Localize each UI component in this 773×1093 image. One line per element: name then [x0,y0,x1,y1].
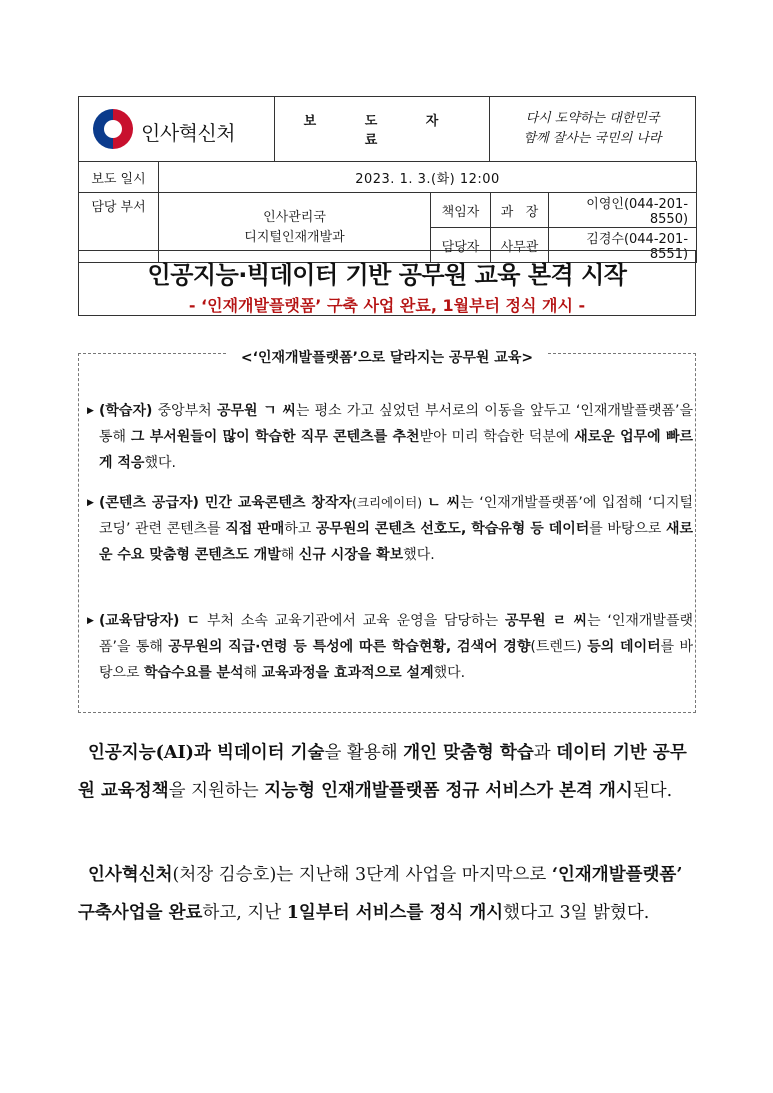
position-manager: 과 장 [491,193,549,228]
slogan-line2: 함께 잘사는 국민의 나라 [523,131,662,146]
info-table [78,161,697,263]
headline-title: 인공지능·빅데이터 기반 공무원 교육 본격 시작 [147,261,627,289]
ministry-logo [79,97,275,162]
role-manager: 책임자 [431,193,491,228]
contact-manager: 이영인(044-201-8550) [549,193,697,228]
ministry-name: 인사혁신처 [141,121,236,145]
role-officer: 담당자 [431,228,491,263]
dept-label: 담당 부서 [79,193,159,263]
summary-item-learner [87,398,693,476]
triangle-bullet-icon: ▶ [87,406,94,416]
headline-subtitle: - ‘인재개발플랫폼’ 구축 사업 완료, 1월부터 정식 개시 - [188,296,586,315]
government-slogan [490,97,696,162]
summary-title [79,347,695,367]
summary-title-text: <‘인재개발플랫폼’으로 달라지는 공무원 교육> [227,350,547,366]
dept-line2: 디지털인재개발과 [244,229,345,245]
triangle-bullet-icon: ▶ [87,498,94,508]
doc-type-title: 보 도 자 료 [275,97,490,162]
summary-item-trainer [87,608,694,686]
summary-box [78,350,696,713]
triangle-bullet-icon: ▶ [87,616,94,626]
header-table [78,96,696,162]
date-label: 보도 일시 [79,162,159,193]
summary-item-text: (교육담당자) ㄷ 부처 소속 교육기관에서 교육 운영을 담당하는 공무원 ㄹ 씨는 ‘인재개발플랫폼’을 통해 공무원의 직급·연령 등 특성에 따른 학습현황, 검색어 경향(트렌드) 등의 데이터를 바탕으로 학습수요를 분석해 교육과정을 효과적으로 설계했다. [99,613,694,681]
summary-item-creator [87,490,693,568]
slogan-line1: 다시 도약하는 대한민국 [525,111,660,126]
taegeuk-emblem-icon [93,109,133,149]
position-officer: 사무관 [491,228,549,263]
summary-item-text: (학습자) 중앙부처 공무원 ㄱ 씨는 평소 가고 싶었던 부서로의 이동을 앞두고 ‘인재개발플랫폼’을 통해 그 부서원들이 많이 학습한 직무 콘텐츠를 추천받아 미리 학습한 덕분에 새로운 업무에 빠르게 적응했다. [99,403,693,471]
dept-line1: 인사관리국 [263,209,326,225]
contact-officer: 김경수(044-201-8551) [549,228,697,263]
date-value: 2023. 1. 3.(화) 12:00 [159,162,697,193]
body-paragraph-2: 인사혁신처(처장 김승호)는 지난해 3단계 사업을 마지막으로 ‘인재개발플랫폼’ 구축사업을 완료하고, 지난 1일부터 서비스를 정식 개시했다고 3일 밝혔다. [78,865,683,923]
summary-item-text: (콘텐츠 공급자) 민간 교육콘텐츠 창작자(크리에이터) ㄴ 씨는 ‘인재개발플랫폼’에 입점해 ‘디지털 코딩’ 관련 콘텐츠를 직접 판매하고 공무원의 콘텐츠 선호도, 학습유형 등 데이터를 바탕으로 새로운 수요 맞춤형 콘텐츠도 개발해 신규 시장을 확보했다. [99,495,693,563]
body-paragraph-1: 인공지능(AI)과 빅데이터 기술을 활용해 개인 맞춤형 학습과 데이터 기반 공무원 교육정책을 지원하는 지능형 인재개발플랫폼 정규 서비스가 본격 개시된다. [78,743,687,801]
press-release-header [78,96,696,263]
headline-box [78,250,696,316]
